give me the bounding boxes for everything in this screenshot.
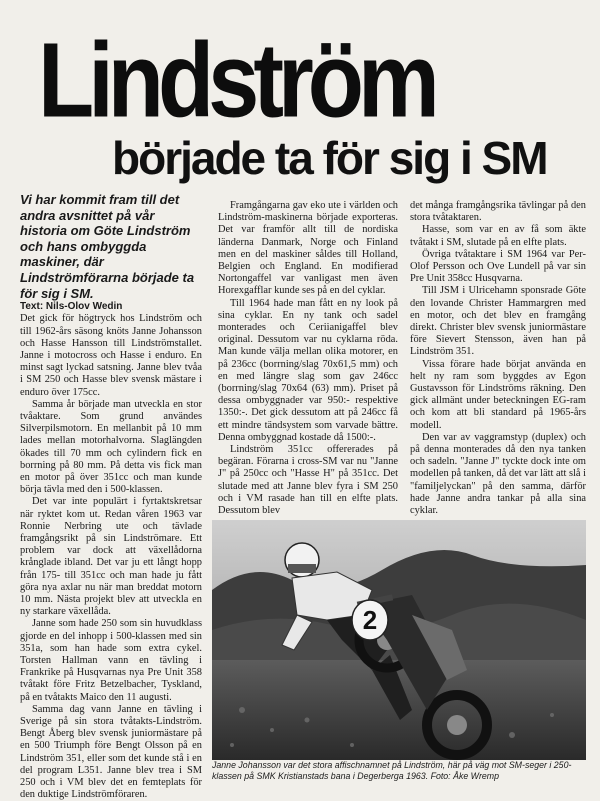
paragraph: Samma år började man utveckla en stor tvåaktare. Som grund användes Silverpilsmotorn. En mellanbit på 10 mm lades mellan motorhalvorna. Slaglängden ökades till 70 mm och cylindern fick en borrning på 80 mm. På detta vis fick man en motor på över 351cc och man kunde börja tävla med den i 500-klassen. <box>20 398 202 496</box>
paragraph: Lindström 351cc offererades på begäran. Förarna i cross-SM var nu "Janne J" på 250cc och "Hasse H" på 351cc. Det slutade med att Janne blev fyra i SM 250 och i VM rasade han till en elfte plats. Dessutom blev <box>218 444 398 517</box>
photo-illustration <box>212 520 586 760</box>
paragraph: Det var inte populärt i fyrtaktskretsar när ryktet kom ut. Redan våren 1963 var Ronnie Nerbring ute och tävlade framgångsrikt på sin Lindströmare. Ett problem var dock att växellådorna krånglade ibland. Det var ju ett långt hopp från 175- till 351cc och man hade ju fått göra nya axlar nu när man breddat motorn 10 mm. Nästa projekt blev att utveckla en ny starkare växellåda. <box>20 496 202 618</box>
column-1 <box>20 192 202 801</box>
paragraph: det många framgångsrika tävlingar på den stora tvåtaktaren. <box>410 200 586 224</box>
paragraph: Det gick för högtryck hos Lindström och till 1962-års säsong knöts Janne Johansson och Hasse Hansson till Lindströmstallet. Janne i motocross och Hasse i enduro. En minst sagt lyckad satsning. Janne blev tvåa i SM 250 och Hasse blev svensk mästare i enduro över 175cc. <box>20 313 202 398</box>
article-title: Lindström <box>38 22 434 140</box>
photo-caption: Janne Johansson var det stora affischnamnet på Lindström, här på väg mot SM-seger i 250-klassen på SMK Kristianstads bana i Degerberga 1963. Foto: Åke Wremp <box>212 760 572 781</box>
paragraph: Vissa förare hade börjat använda en helt ny ram som byggdes av Egon Gustavsson för Lindströms räkning. Den gick allmänt under beteckningen EG-ram och kom att bli standard på 1965-års modell. <box>410 358 586 431</box>
paragraph: Framgångarna gav eko ute i världen och Lindström-maskinerna började exporteras. Det var framför allt till de nordiska länderna Danmark, Norge och Finland men en del maskiner såldes till Holland, Belgien och England. En modifierad Nortongaffel var vanligast men även Horexgafflar kunde ses på en del cyklar. <box>218 200 398 297</box>
article-subtitle: började ta för sig i SM <box>112 132 547 184</box>
column-3 <box>410 200 586 531</box>
paragraph: Janne som hade 250 som sin huvudklass gjorde en del inhopp i 500-klassen med sin 351a, som han hade som extra cykel. Torsten Hallman vann en tävling i Frankrike på Husqvarnas nya Pre Unit 358 tvåtakt före Fritz Betzelbacher, Tyskland, på en tvåtakts Maico den 11 augusti. <box>20 618 202 703</box>
paragraph: Den var av vaggramstyp (duplex) och på denna monterades då den nya tanken och sadeln. "Janne J" tyckte dock inte om modellen på tanken, då det var lätt att slå i "familjelyckan" på den samma, därför hade Janne andra tankar på alla sina cyklar. <box>410 431 587 517</box>
race-number: 2 <box>362 605 378 635</box>
paragraph: Hasse, som var en av få som äkte tvåtakt i SM, slutade på en elfte plats. <box>410 224 586 248</box>
paragraph: Till JSM i Ulricehamn sponsrade Göte den lovande Christer Hammargren med en motor, och det blev en framgång direkt. Christer blev svensk juniormästare före Sievert Stensson, även han på Lindström 351. <box>410 285 586 358</box>
motocross-photo <box>212 520 586 760</box>
article-lead: Vi har kommit fram till det andra avsnittet på vår historia om Göte Lindström och hans ombyggda maskiner, där Lindströmförarna började ta för sig i SM. <box>20 192 195 301</box>
paragraph: Till 1964 hade man fått en ny look på sina cyklar. En ny tank och sadel monterades och Ceriianigaffel blev original. Dessutom var nu cyklarna röda. Man kunde välja mellan olika motorer, en på 236cc (borrning/slag 70x61,5 mm) och en med längre slag som gav 246cc (borrning/slag 70x64 (63) mm). Priset på dessa ombyggnader var 950:- respektive 1350:-. Det gick dessutom att på 246cc få ett mindre tändsystem som varvade bättre. Denna ombyggnad kostade då 1500:-. <box>218 297 398 443</box>
paragraph: Övriga tvåtaktare i SM 1964 var Per-Olof Persson och Ove Lundell på var sin Pre Unit 358cc Husqvarna. <box>410 248 586 285</box>
paragraph: Samma dag vann Janne en tävling i Sverige på sin stora tvåtakts-Lindström. Bengt Åberg blev svensk juniormästare på en 500 Triumph före Bengt Olsson på en Lindström 351, eller som det kunde stå i en del program L351. Janne blev trea i SM 250 och i VM blev det en femteplats för den duktige Lindströmföraren. <box>20 703 202 801</box>
column-2 <box>218 200 398 517</box>
article-byline: Text: Nils-Olov Wedin <box>20 301 123 313</box>
